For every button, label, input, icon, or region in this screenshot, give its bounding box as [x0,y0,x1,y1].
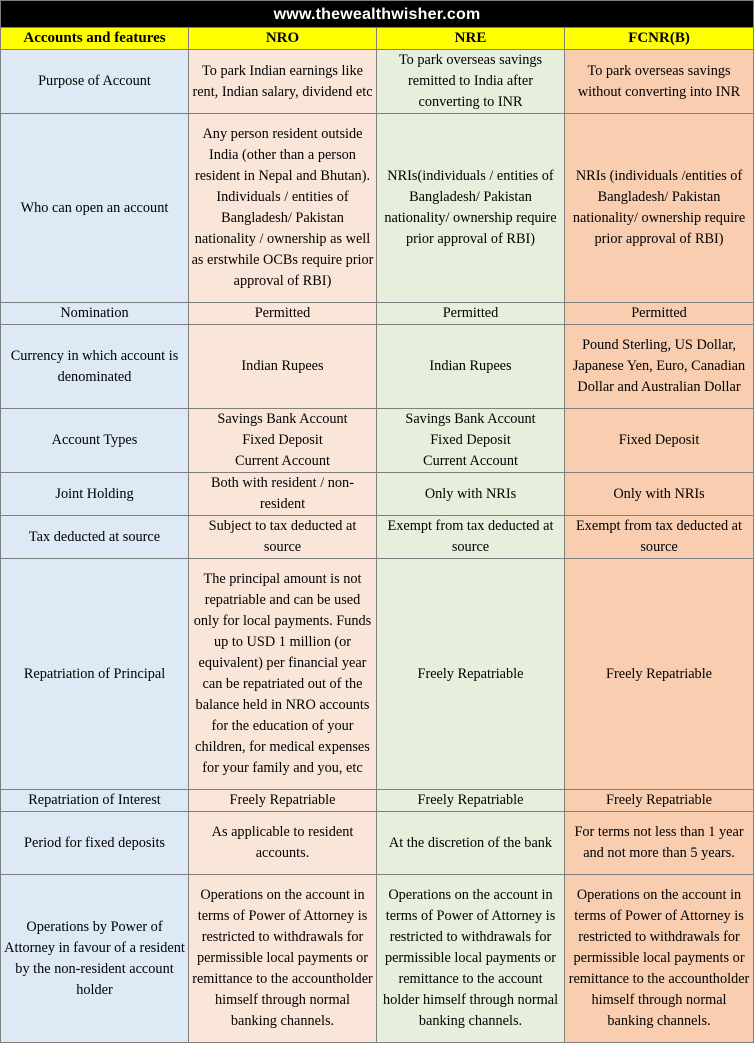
nre-cell: Freely Repatriable [377,559,565,790]
feature-cell: Repatriation of Principal [1,559,189,790]
fcnr-cell: Operations on the account in terms of Power of Attorney is restricted to withdrawals for permissible local payments or remittance to the accountholder himself through normal banking channels. [565,875,754,1043]
nre-cell: NRIs(individuals / entities of Bangladesh/ Pakistan nationality/ ownership require prior approval of RBI) [377,114,565,303]
nro-cell: Subject to tax deducted at source [189,516,377,559]
nre-cell: To park overseas savings remitted to India after converting to INR [377,50,565,114]
nre-cell: Only with NRIs [377,473,565,516]
header-features: Accounts and features [1,28,189,50]
table-row-power-of-attorney [1,875,754,1043]
fcnr-cell: To park overseas savings without converting into INR [565,50,754,114]
nro-cell: Freely Repatriable [189,790,377,812]
feature-cell: Currency in which account is denominated [1,325,189,409]
nro-cell: Savings Bank Account Fixed Deposit Current Account [189,409,377,473]
nre-cell: Freely Repatriable [377,790,565,812]
header-nre: NRE [377,28,565,50]
nro-cell: As applicable to resident accounts. [189,812,377,875]
nre-cell: Savings Bank Account Fixed Deposit Current Account [377,409,565,473]
fcnr-cell: Freely Repatriable [565,559,754,790]
table-row-account-types [1,409,754,473]
feature-cell: Tax deducted at source [1,516,189,559]
nre-cell: Operations on the account in terms of Power of Attorney is restricted to withdrawals for permissible local payments or remittance to the account holder himself through normal banking channels. [377,875,565,1043]
nro-cell: To park Indian earnings like rent, Indian salary, dividend etc [189,50,377,114]
table-row-nomination [1,303,754,325]
table-row-currency [1,325,754,409]
table-row-purpose [1,50,754,114]
table-row-who-can-open [1,114,754,303]
fcnr-cell: For terms not less than 1 year and not more than 5 years. [565,812,754,875]
fcnr-cell: Exempt from tax deducted at source [565,516,754,559]
nre-cell: Permitted [377,303,565,325]
fcnr-cell: Fixed Deposit [565,409,754,473]
table-row-repatriation-interest [1,790,754,812]
feature-cell: Period for fixed deposits [1,812,189,875]
table-row-tds [1,516,754,559]
nre-cell: Exempt from tax deducted at source [377,516,565,559]
table-row-repatriation-principal [1,559,754,790]
fcnr-cell: NRIs (individuals /entities of Bangladesh/ Pakistan nationality/ ownership require prior approval of RBI) [565,114,754,303]
nre-cell: Indian Rupees [377,325,565,409]
feature-cell: Nomination [1,303,189,325]
nro-cell: Permitted [189,303,377,325]
feature-cell: Joint Holding [1,473,189,516]
comparison-rows [1,50,754,1043]
header-row [1,28,754,50]
site-banner: www.thewealthwisher.com [1,1,754,28]
nro-cell: The principal amount is not repatriable and can be used only for local payments. Funds up to USD 1 million (or equivalent) per financial year can be repatriated out of the balance held in NRO accounts for the education of your children, for medical expenses for your family and you, etc [189,559,377,790]
fcnr-cell: Pound Sterling, US Dollar, Japanese Yen, Euro, Canadian Dollar and Australian Dollar [565,325,754,409]
fcnr-cell: Permitted [565,303,754,325]
feature-cell: Operations by Power of Attorney in favour of a resident by the non-resident account holder [1,875,189,1043]
nro-cell: Operations on the account in terms of Power of Attorney is restricted to withdrawals for permissible local payments or remittance to the accountholder himself through normal banking channels. [189,875,377,1043]
nro-cell: Any person resident outside India (other than a person resident in Nepal and Bhutan). Individuals / entities of Bangladesh/ Pakistan nationality / ownership as well as erstwhile OCBs require prior approval of RBI) [189,114,377,303]
fcnr-cell: Only with NRIs [565,473,754,516]
feature-cell: Who can open an account [1,114,189,303]
header-fcnr: FCNR(B) [565,28,754,50]
feature-cell: Purpose of Account [1,50,189,114]
table-row-fd-period [1,812,754,875]
feature-cell: Repatriation of Interest [1,790,189,812]
nro-cell: Indian Rupees [189,325,377,409]
fcnr-cell: Freely Repatriable [565,790,754,812]
nro-cell: Both with resident / non-resident [189,473,377,516]
table-row-joint-holding [1,473,754,516]
header-nro: NRO [189,28,377,50]
feature-cell: Account Types [1,409,189,473]
nre-cell: At the discretion of the bank [377,812,565,875]
